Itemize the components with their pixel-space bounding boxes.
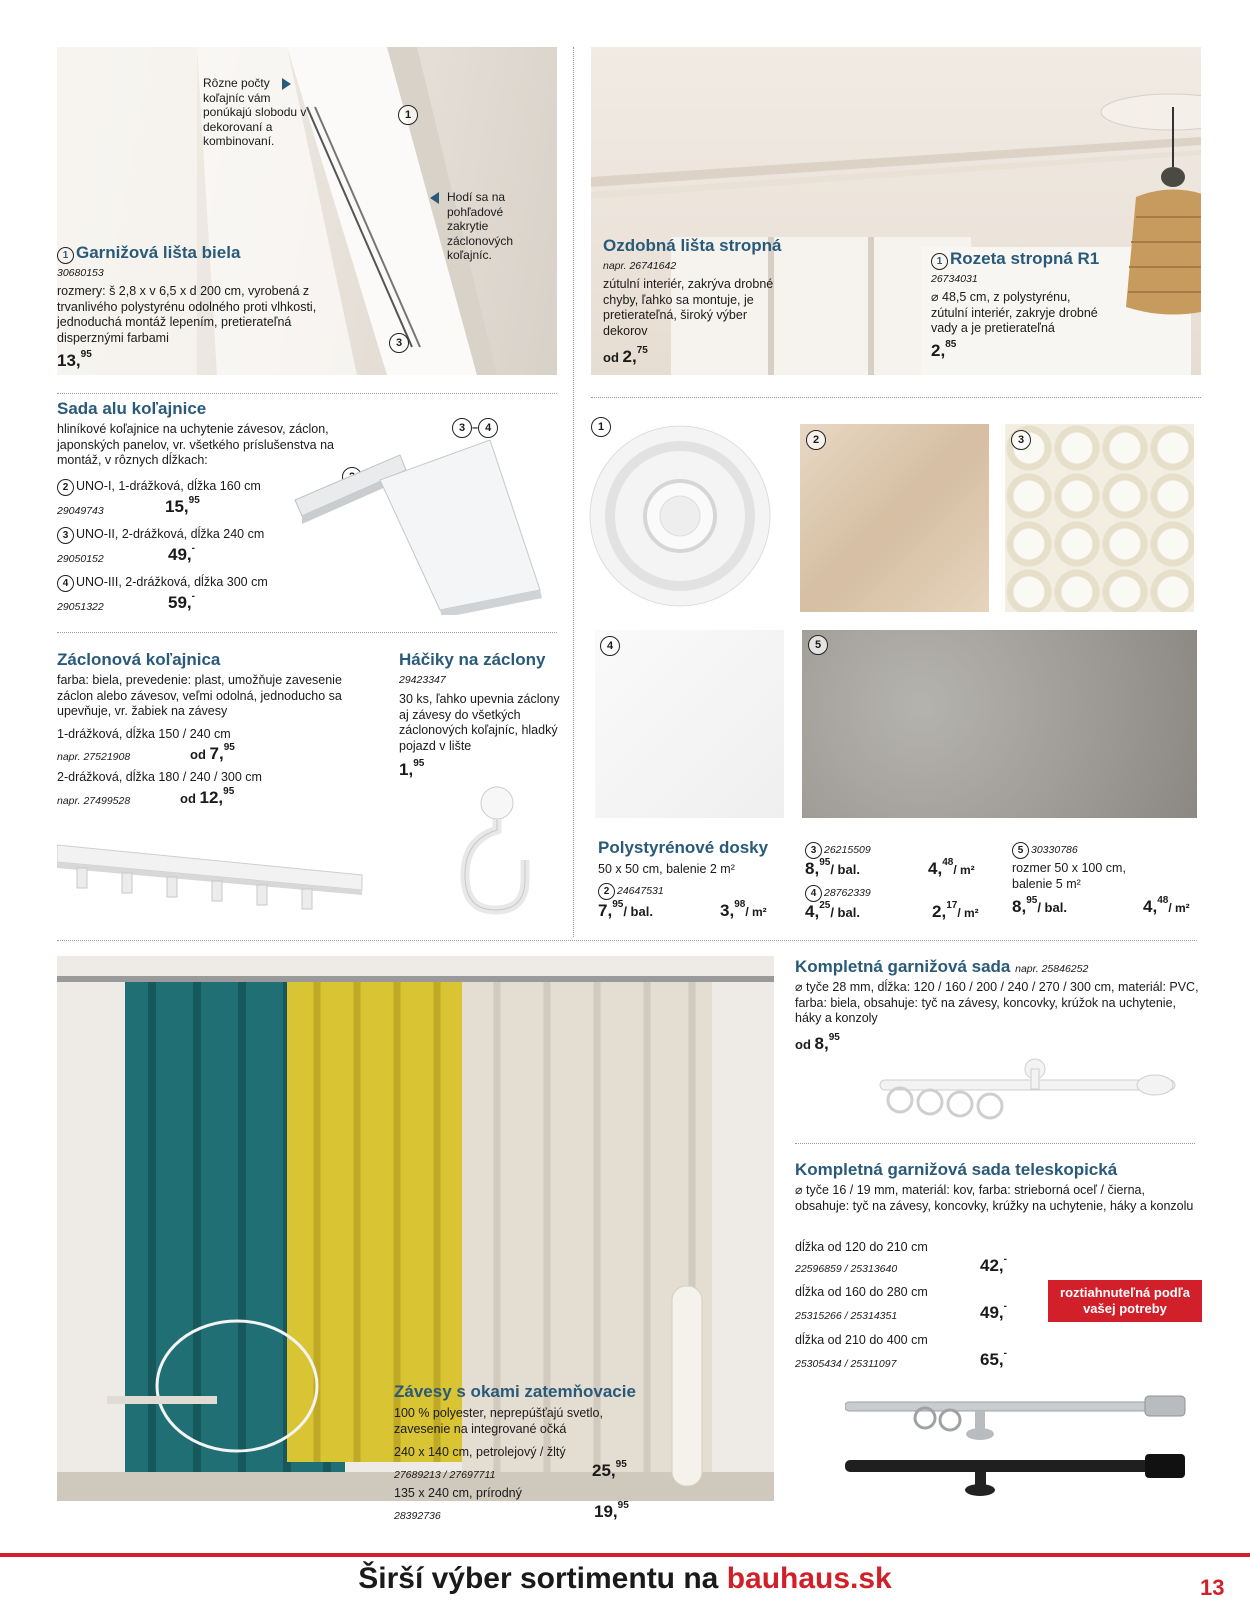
teleskop-code-2: 25315266 / 25314351 [795, 1310, 898, 1322]
polystyren-size: 50 x 50 cm, balenie 2 m² [598, 862, 735, 876]
divider [57, 393, 557, 394]
price-main: 49, [168, 545, 192, 564]
sada-alu-item-1 [57, 479, 261, 496]
num-badge: 4 [57, 575, 74, 592]
divider [57, 632, 557, 633]
polystyren-b2-price [598, 901, 653, 921]
teleskop-price-2 [980, 1303, 1007, 1323]
white-rod-image [875, 1055, 1185, 1130]
polystyren-b3-price [805, 859, 860, 879]
badge-3: 3 [452, 418, 472, 438]
sada-alu-price-1 [165, 497, 200, 517]
price-sup: 48 [942, 857, 954, 868]
haciky-code: 29423347 [399, 674, 446, 686]
price-sup: 95 [1026, 895, 1038, 906]
price-sup: 98 [734, 899, 746, 910]
price-sup: 25 [819, 900, 831, 911]
rozeta-title [931, 249, 1099, 270]
tile-2 [800, 424, 989, 612]
item-label: UNO-III, 2-drážková, dĺžka 300 cm [76, 575, 268, 589]
curtain-track-image [57, 840, 367, 920]
price-main: 19, [594, 1502, 618, 1521]
garnizova-lista-title [57, 243, 240, 264]
price-main: 59, [168, 593, 192, 612]
zaclonova-code-2: napr. 27499528 [57, 795, 131, 807]
kompletna-code: napr. 25846252 [1015, 963, 1089, 975]
teleskop-item-3: dĺžka od 210 do 400 cm [795, 1333, 928, 1347]
extendable-banner: roztiahnuteľná podľa vašej potreby [1048, 1280, 1202, 1322]
tile-3 [1005, 424, 1194, 612]
tile-badge-4: 4 [600, 636, 620, 656]
price-sup: 85 [945, 339, 957, 350]
sada-alu-desc: hliníkové koľajnice na uchytenie závesov, záclon, japonských panelov, vr. všetkého príslušenstva na montáž, v rôznych dĺžkach: [57, 422, 335, 467]
num-badge: 2 [598, 883, 615, 900]
price-unit: / bal. [830, 862, 860, 877]
teleskop-code-3: 25305434 / 25311097 [795, 1358, 897, 1370]
num-badge: 3 [805, 842, 822, 859]
sada-alu-price-2 [168, 545, 195, 565]
polystyren-b5-desc: rozmer 50 x 100 cm, balenie 5 m² [1012, 861, 1126, 891]
price-sup: 95 [828, 1032, 840, 1043]
rosette-image [588, 416, 771, 611]
price-prefix: od [795, 1037, 815, 1052]
price-sup: 95 [612, 899, 624, 910]
annotation-mid [447, 190, 537, 263]
zaclonova-title: Záclonová koľajnica [57, 650, 221, 669]
polystyren-b2-code [598, 883, 664, 900]
zavesy-desc: 100 % polyester, neprepúšťajú svetlo, zavesenie na integrované očká [394, 1406, 603, 1436]
price-sup: - [1003, 1254, 1007, 1265]
price-sup: 95 [188, 495, 200, 506]
price-main: 2, [622, 347, 637, 366]
code-text: 26215509 [824, 844, 871, 856]
price-main: 65, [980, 1350, 1004, 1369]
sada-alu-item-2 [57, 527, 264, 544]
polystyren-b2-m2 [720, 901, 767, 921]
footer-text [0, 1562, 1250, 1596]
price-main: 8, [814, 1034, 829, 1053]
price-main: 25, [592, 1461, 616, 1480]
garnizova-lista-price [57, 351, 92, 371]
tile-4 [595, 630, 784, 818]
zaclonova-line-2: 2-drážková, dĺžka 180 / 240 / 300 cm [57, 770, 262, 784]
ozdobna-lista-desc: zútulní interiér, zakrýva drobné chyby, ľahko sa montuje, je pretierateľná, široký výber dekorov [603, 277, 774, 338]
sada-alu-code-1: 29049743 [57, 505, 104, 517]
alu-rails-image [290, 440, 555, 615]
sada-alu-code-3: 29051322 [57, 601, 104, 613]
price-main: 7, [209, 744, 224, 763]
zavesy-line-1: 240 x 140 cm, petrolejový / žltý [394, 1445, 566, 1459]
teleskop-code-1: 22596859 / 25313640 [795, 1263, 898, 1275]
ozdobna-lista-code: napr. 26741642 [603, 260, 677, 272]
num-badge: 3 [57, 527, 74, 544]
price-main: 4, [1143, 897, 1158, 916]
telescopic-rods-image [845, 1388, 1190, 1498]
price-unit: / m² [957, 906, 979, 920]
kompletna-price [795, 1034, 840, 1054]
price-unit: / m² [745, 905, 767, 919]
arrow-left-icon [430, 192, 439, 204]
price-prefix: od [603, 350, 623, 365]
price-sup: 95 [413, 758, 425, 769]
price-prefix: od [190, 747, 210, 762]
kompletna-title [795, 957, 1088, 977]
haciky-title: Háčiky na záclony [399, 650, 546, 669]
price-main: 3, [720, 901, 735, 920]
zavesy-title: Závesy s okami zatemňovacie [394, 1382, 636, 1401]
badge-3: 3 [389, 333, 409, 353]
polystyren-b3-m2 [928, 859, 975, 879]
zaclonova-line-1: 1-drážková, dĺžka 150 / 240 cm [57, 727, 231, 741]
annotation-top [203, 76, 313, 149]
price-main: 4, [805, 902, 820, 921]
price-main: 15, [165, 497, 189, 516]
zavesy-line-2: 135 x 240 cm, prírodný [394, 1486, 522, 1500]
footer-link[interactable]: bauhaus.sk [726, 1562, 892, 1595]
price-main: 42, [980, 1256, 1004, 1275]
zavesy-price-1 [592, 1461, 627, 1481]
zaclonova-price-1 [190, 744, 235, 764]
rozeta-title-text: Rozeta stropná R1 [950, 249, 1100, 268]
haciky-price [399, 760, 424, 780]
zavesy-code-2: 28392736 [394, 1510, 441, 1522]
polystyren-b4-m2 [932, 902, 979, 922]
tile-badge-2: 2 [806, 430, 826, 450]
price-prefix: od [180, 791, 200, 806]
annotation-top-text: Rôzne počty koľajníc vám ponúkajú slobodu v dekorovaní a kombinovaní. [203, 76, 307, 148]
num-badge: 4 [805, 885, 822, 902]
price-sup: - [1003, 1348, 1007, 1359]
price-sup: 95 [819, 857, 831, 868]
rozeta-desc: ⌀ 48,5 cm, z polystyrénu, zútulní interiér, zakryje drobné vady a je pretierateľná [931, 290, 1098, 335]
zavesy-price-2 [594, 1502, 629, 1522]
divider [795, 1143, 1195, 1144]
item-label: UNO-II, 2-drážková, dĺžka 240 cm [76, 527, 265, 541]
haciky-desc: 30 ks, ľahko upevnia záclony aj závesy do všetkých záclonových koľajníc, hladký pojazd v lište [399, 692, 560, 753]
price-main: 8, [805, 859, 820, 878]
price-sup: 48 [1157, 895, 1169, 906]
rozeta-price [931, 341, 956, 361]
num-badge: 2 [57, 479, 74, 496]
kompletna-desc: ⌀ tyče 28 mm, dĺžka: 120 / 160 / 200 / 240 / 270 / 300 cm, materiál: PVC, farba: biela, obsahuje: tyč na závesy, koncovky, krúžok na uchytenie, háky a konzoly [795, 980, 1199, 1025]
zaclonova-desc: farba: biela, prevedenie: plast, umožňuje zavesenie záclon alebo závesov, veľmi odolná, jednoducho sa upevňuje, vr. žabiek na závesy [57, 673, 342, 718]
price-unit: / bal. [623, 904, 653, 919]
zavesy-code-1: 27689213 / 27697711 [394, 1469, 496, 1481]
price-unit: / bal. [830, 905, 860, 920]
zaclonova-price-2 [180, 788, 234, 808]
price-sup: 17 [946, 900, 958, 911]
badge-1: 1 [398, 105, 418, 125]
num-badge: 1 [931, 253, 948, 270]
zaclonova-code-1: napr. 27521908 [57, 751, 131, 763]
polystyren-b4-price [805, 902, 860, 922]
item-label: UNO-I, 1-drážková, dĺžka 160 cm [76, 479, 261, 493]
price-main: 2, [931, 341, 946, 360]
polystyren-b5-price [1012, 897, 1067, 917]
teleskop-title: Kompletná garnižová sada teleskopická [795, 1160, 1118, 1179]
price-sup: - [191, 591, 195, 602]
footer-bar [0, 1553, 1250, 1557]
price-main: 12, [199, 788, 224, 807]
teleskop-price-1 [980, 1256, 1007, 1276]
sada-alu-code-2: 29050152 [57, 553, 104, 565]
price-main: 1, [399, 760, 414, 779]
kompletna-title-text: Kompletná garnižová sada [795, 957, 1011, 976]
code-text: 24647531 [617, 885, 664, 897]
sada-alu-title: Sada alu koľajnice [57, 399, 207, 418]
page-number: 13 [1200, 1575, 1225, 1600]
badge-4: 4 [478, 418, 498, 438]
garnizova-lista-desc: rozmery: š 2,8 x v 6,5 x d 200 cm, vyrobená z trvanlivého polystyrénu odolného proti vlhkosti, jednoduchá montáž lepením, pretierateľná disperznými farbami [57, 284, 317, 345]
polystyren-b5-code [1012, 842, 1078, 859]
hook-image [445, 785, 545, 920]
price-unit: / m² [953, 863, 975, 877]
arrow-right-icon [282, 78, 291, 90]
tile-5 [802, 630, 1197, 818]
ozdobna-lista-title: Ozdobná lišta stropná [603, 236, 782, 255]
footer-prefix: Širší výber sortimentu na [358, 1562, 727, 1595]
sada-alu-price-3 [168, 593, 195, 613]
annotation-mid-text: Hodí sa na pohľadové zakrytie záclonových koľajníc. [447, 190, 514, 262]
tile-badge-3: 3 [1011, 430, 1031, 450]
price-unit: / bal. [1037, 900, 1067, 915]
num-badge: 1 [57, 247, 74, 264]
price-main: 13, [57, 351, 81, 370]
price-sup: 95 [615, 1459, 627, 1470]
polystyren-b5-m2 [1143, 897, 1190, 917]
garnizova-lista-title-text: Garnižová lišta biela [76, 243, 241, 262]
polystyren-b4-code [805, 885, 871, 902]
divider [591, 397, 1201, 398]
num-badge: 5 [1012, 842, 1029, 859]
teleskop-desc: ⌀ tyče 16 / 19 mm, materiál: kov, farba: strieborná oceľ / čierna, obsahuje: tyč na závesy, koncovky, krúžky na uchytenie, háky a konzolu [795, 1183, 1194, 1213]
divider [57, 940, 1197, 941]
price-sup: 95 [617, 1500, 629, 1511]
price-main: 7, [598, 901, 613, 920]
sada-alu-item-3 [57, 575, 268, 592]
garnizova-lista-code: 30680153 [57, 267, 104, 279]
ozdobna-lista-price [603, 347, 648, 367]
price-main: 2, [932, 902, 947, 921]
code-text: 28762339 [824, 887, 871, 899]
tile-badge-1: 1 [591, 417, 611, 437]
polystyren-b3-code [805, 842, 871, 859]
divider [573, 47, 574, 937]
rail-badges [452, 418, 498, 438]
rozeta-code: 26734031 [931, 273, 978, 285]
price-main: 4, [928, 859, 943, 878]
badge-separator: – [472, 422, 479, 434]
price-sup: - [191, 543, 195, 554]
teleskop-item-1: dĺžka od 120 do 210 cm [795, 1240, 928, 1254]
tile-rozeta [588, 416, 771, 611]
price-sup: 95 [80, 349, 92, 360]
teleskop-price-3 [980, 1350, 1007, 1370]
price-sup: 75 [636, 345, 648, 356]
price-sup: 95 [223, 742, 235, 753]
polystyren-title: Polystyrénové dosky [598, 838, 769, 857]
price-main: 8, [1012, 897, 1027, 916]
price-unit: / m² [1168, 901, 1190, 915]
teleskop-item-2: dĺžka od 160 do 280 cm [795, 1285, 928, 1299]
price-sup: - [1003, 1301, 1007, 1312]
price-sup: 95 [223, 786, 235, 797]
price-main: 49, [980, 1303, 1004, 1322]
tile-badge-5: 5 [808, 635, 828, 655]
code-text: 30330786 [1031, 844, 1078, 856]
